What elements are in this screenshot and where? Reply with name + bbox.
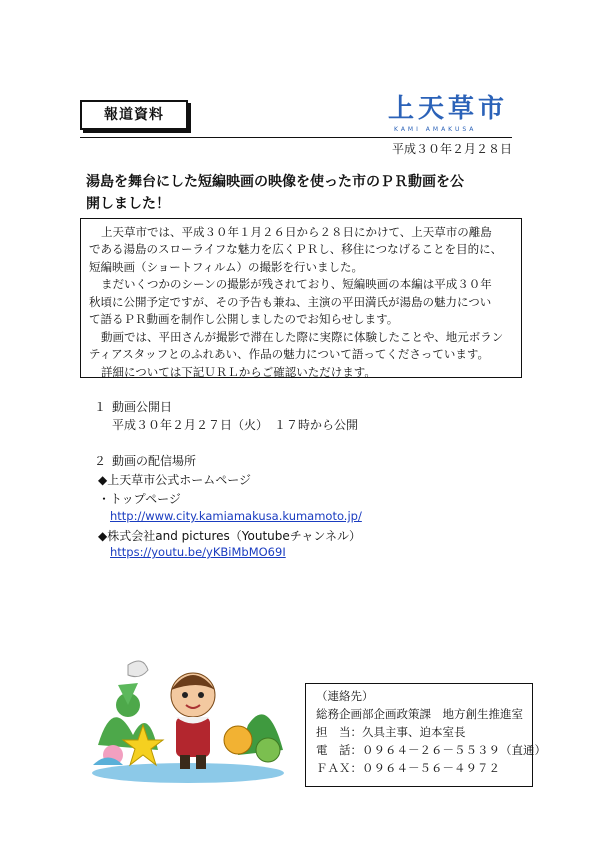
- contact-department: 総務企画部企画政策課 地方創生推進室: [316, 707, 523, 721]
- release-date: 平成３０年２月２８日: [391, 142, 512, 156]
- section-1-number: １: [94, 400, 107, 414]
- city-homepage-link[interactable]: http://www.city.kamiamakusa.kumamoto.jp/: [110, 509, 362, 523]
- summary-line: 短編映画（ショートフィルム）の撮影を行いました。: [89, 260, 364, 274]
- summary-box: [80, 218, 522, 378]
- summary-line: 詳細については下記ＵＲＬからご確認いただけます。: [101, 365, 376, 379]
- section-2-heading: 動画の配信場所: [112, 454, 197, 468]
- title-line-1: 湯島を舞台にした短編映画の映像を使った市のＰＲ動画を公: [86, 174, 464, 190]
- summary-line: て語るＰＲ動画を制作し公開しましたのでお知らせします。: [89, 312, 399, 326]
- summary-line: 上天草市では、平成３０年１月２６日から２８日にかけて、上天草市の離島: [101, 225, 492, 239]
- contact-phone: 電 話：０９６４－２６－５５３９（直通）: [316, 743, 546, 757]
- section-1-detail: 平成３０年２月２７日（火） １７時から公開: [112, 418, 359, 432]
- summary-line: ティアスタッフとのふれあい、作品の魅力について語ってくださっています。: [89, 347, 489, 361]
- mascot-illustration: [88, 655, 288, 785]
- contact-box: [305, 683, 546, 787]
- contact-person: 担 当：久具主事、迫本室長: [316, 725, 466, 739]
- youtube-link[interactable]: https://youtu.be/yKBiMbMO69I: [110, 545, 286, 559]
- title-line-2: 開しました！: [86, 196, 170, 212]
- contact-fax: ＦＡＸ：０９６４－５６－４９７２: [316, 761, 500, 775]
- press-release-label: 報道資料: [80, 100, 188, 130]
- logo-text: 上天草市: [388, 94, 509, 124]
- summary-line: 動画では、平田さんが撮影で滞在した際に実際に体験したことや、地元ボラン: [101, 330, 504, 344]
- page-title: [86, 171, 526, 215]
- section-1-heading: 動画公開日: [112, 400, 173, 414]
- logo-subtext: KAMI AMAKUSA: [394, 126, 477, 133]
- summary-line: 秋頃に公開予定ですが、その予告も兼ね、主演の平田満氏が湯島の魅力につい: [89, 295, 492, 309]
- distribution-item-youtube: ◆株式会社and pictures（Youtubeチャンネル）: [98, 529, 362, 543]
- summary-line: である湯島のスローライフな魅力を広くＰＲし、移住につなげることを目的に、: [89, 242, 503, 256]
- summary-line: まだいくつかのシーンの撮影が残されており、短編映画の本編は平成３０年: [101, 277, 492, 291]
- contact-heading: （連絡先）: [316, 689, 374, 703]
- city-logo: [384, 90, 524, 138]
- distribution-subitem: ・トップページ: [98, 492, 181, 506]
- section-2-number: ２: [94, 454, 107, 468]
- distribution-item-city: ◆上天草市公式ホームページ: [98, 473, 251, 487]
- header-rule: [80, 137, 512, 138]
